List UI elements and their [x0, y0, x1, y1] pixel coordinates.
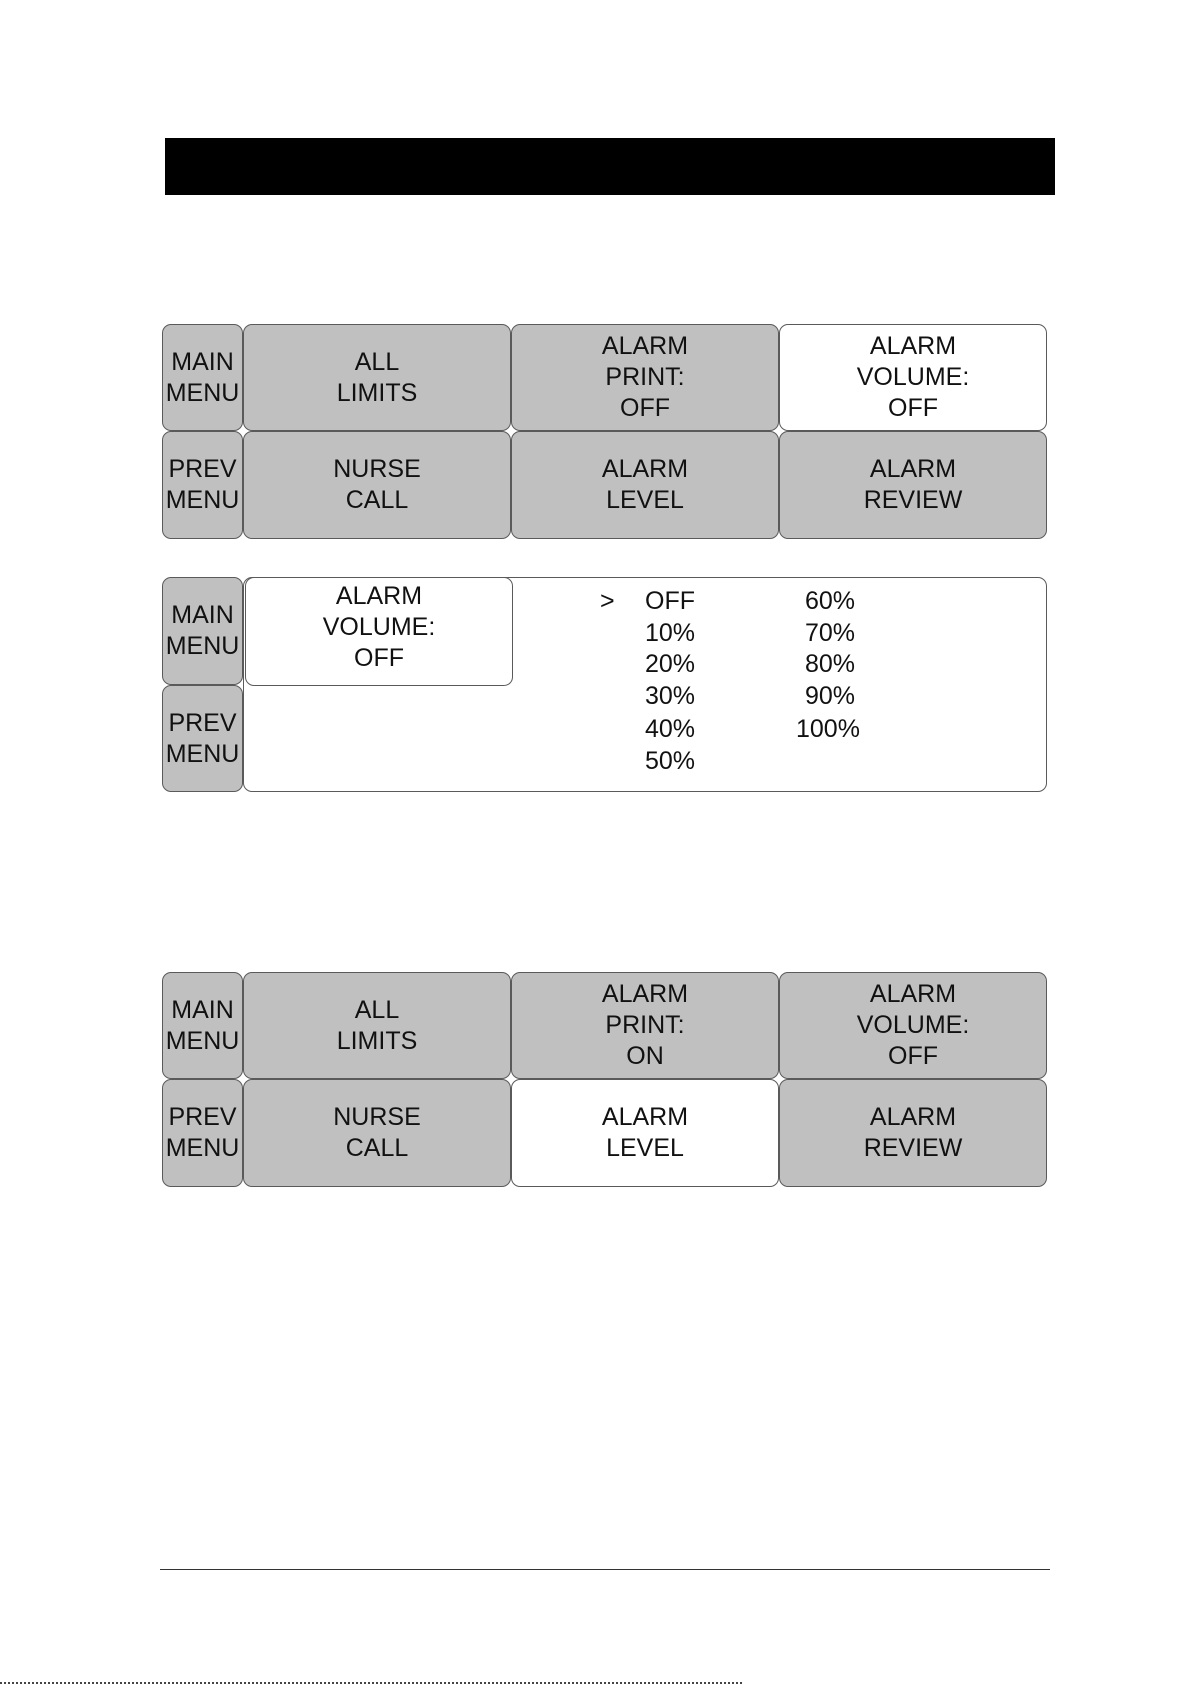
prev-menu-button[interactable]: PREV MENU: [162, 685, 243, 792]
main-menu-button[interactable]: MAIN MENU: [162, 972, 243, 1079]
alarm-review-button[interactable]: ALARM REVIEW: [779, 431, 1047, 539]
main-menu-button[interactable]: MAIN MENU: [162, 324, 243, 431]
volume-option-70[interactable]: 70%: [805, 619, 856, 647]
selection-cursor: >: [600, 587, 615, 615]
nurse-call-button[interactable]: NURSE CALL: [243, 431, 511, 539]
alarm-print-button[interactable]: ALARM PRINT: OFF: [511, 324, 779, 431]
volume-option-60[interactable]: 60%: [805, 587, 856, 615]
alarm-volume-button[interactable]: ALARM VOLUME: OFF: [779, 972, 1047, 1079]
volume-option-30[interactable]: 30%: [645, 682, 696, 710]
dotted-rule: [0, 1682, 742, 1684]
alarm-review-button[interactable]: ALARM REVIEW: [779, 1079, 1047, 1187]
prev-menu-button[interactable]: PREV MENU: [162, 1079, 243, 1187]
alarm-print-button[interactable]: ALARM PRINT: ON: [511, 972, 779, 1079]
volume-option-20[interactable]: 20%: [645, 650, 696, 678]
alarm-level-button[interactable]: ALARM LEVEL: [511, 1079, 779, 1187]
alarm-volume-current: ALARM VOLUME: OFF: [245, 577, 513, 686]
alarm-level-button[interactable]: ALARM LEVEL: [511, 431, 779, 539]
header-bar: [165, 138, 1055, 195]
alarm-volume-button[interactable]: ALARM VOLUME: OFF: [779, 324, 1047, 431]
prev-menu-button[interactable]: PREV MENU: [162, 431, 243, 539]
main-menu-button[interactable]: MAIN MENU: [162, 577, 243, 685]
volume-option-40[interactable]: 40%: [645, 715, 696, 743]
all-limits-button[interactable]: ALL LIMITS: [243, 324, 511, 431]
volume-option-off[interactable]: OFF: [645, 587, 695, 615]
volume-option-50[interactable]: 50%: [645, 747, 696, 775]
volume-option-10[interactable]: 10%: [645, 619, 696, 647]
volume-option-100[interactable]: 100%: [796, 715, 860, 743]
nurse-call-button[interactable]: NURSE CALL: [243, 1079, 511, 1187]
volume-option-80[interactable]: 80%: [805, 650, 856, 678]
volume-option-90[interactable]: 90%: [805, 682, 856, 710]
all-limits-button[interactable]: ALL LIMITS: [243, 972, 511, 1079]
footer-rule: [160, 1569, 1050, 1570]
